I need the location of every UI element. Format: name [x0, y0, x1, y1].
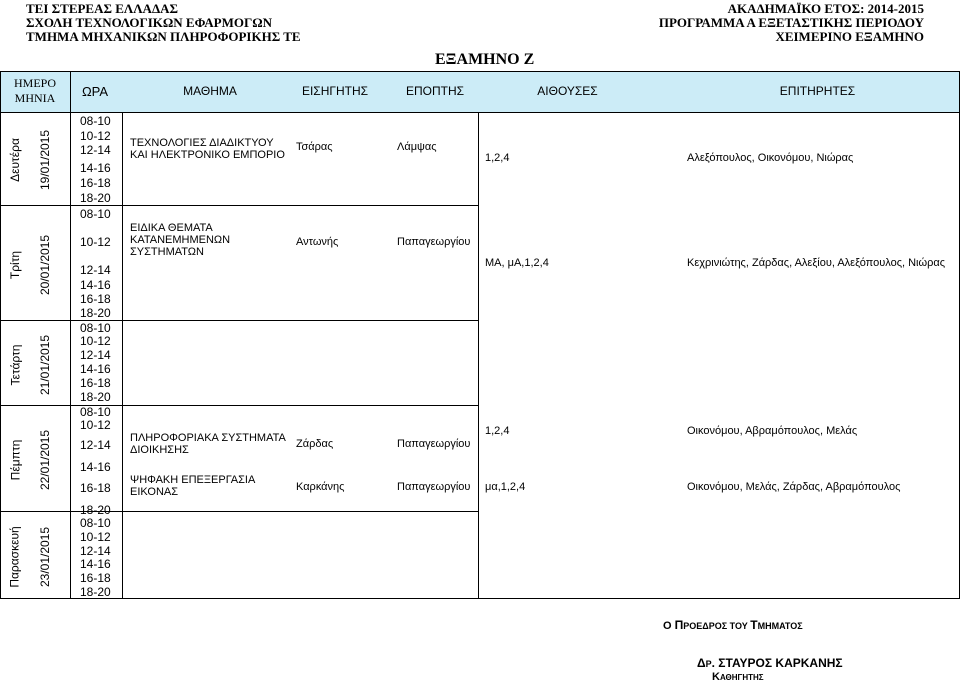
day-date-tuesday: 20/01/2015: [38, 234, 52, 296]
time-slot: 10-12: [80, 129, 111, 143]
time-slot: 14-16: [80, 161, 111, 175]
day-name-tuesday: Τρίτη: [8, 250, 22, 280]
time-slot: 14-16: [80, 460, 111, 474]
time-slot: 18-20: [80, 306, 111, 320]
day-date-monday: 19/01/2015: [38, 129, 52, 191]
day-separator: [0, 511, 478, 512]
col-header-invigilators: ΕΠΙΤΗΡΗΤΕΣ: [779, 84, 856, 98]
signatory-role: ΚΑΘΗΓΗΤΗΣ: [712, 671, 764, 683]
time-slot: 16-18: [80, 176, 111, 190]
col-header-instructor: ΕΙΣΗΓΗΤΗΣ: [301, 84, 369, 98]
rooms-value: ΜΑ, μΑ,1,2,4: [485, 257, 549, 269]
time-slot: 14-16: [80, 557, 111, 571]
invigilators-value: Κεχρινιώτης, Ζάρδας, Αλεξίου, Αλεξόπουλος, Νιώρας: [687, 257, 946, 269]
table-left-border: [0, 71, 1, 599]
col-header-date: [0, 76, 70, 106]
day-name-friday: Παρασκευή: [8, 526, 23, 588]
signatory-name: ΔΡ. ΣΤΑΥΡΟΣ ΚΑΡΚΑΝΗΣ: [697, 656, 843, 670]
day-separator: [0, 320, 478, 321]
instructor-name: Αντωνής: [296, 236, 339, 248]
time-slot: 10-12: [80, 235, 111, 249]
course-name: ΤΕΧΝΟΛΟΓΙΕΣ ΔΙΑΔΙΚΤΥΟΥ ΚΑΙ ΗΛΕΚΤΡΟΝΙΚΟ ΕΜΠΟΡΙΟ: [130, 137, 285, 161]
col-header-date-line2: ΜΗΝΙΑ: [14, 91, 56, 105]
time-slot: 08-10: [80, 114, 111, 128]
time-slot: 08-10: [80, 405, 111, 419]
instructor-name: Τσάρας: [296, 141, 333, 153]
col-header-course: ΜΑΘΗΜΑ: [183, 84, 237, 98]
time-slot: 18-20: [80, 503, 111, 517]
time-slot: 14-16: [80, 278, 111, 292]
hour-column-divider: [122, 112, 123, 598]
supervisor-name: Λάμψας: [397, 141, 437, 153]
col-header-date-line1: ΗΜΕΡΟ: [13, 76, 56, 90]
winter-semester-line: ΧΕΙΜΕΡΙΝΟ ΕΞΑΜΗΝΟ: [775, 29, 924, 44]
course-name: ΕΙΔΙΚΑ ΘΕΜΑΤΑ ΚΑΤΑΝΕΜΗΜΕΝΩΝ ΣΥΣΤΗΜΑΤΩΝ: [130, 222, 231, 258]
time-slot: 08-10: [80, 207, 111, 221]
time-slot: 12-14: [80, 143, 111, 157]
time-slot: 18-20: [80, 390, 111, 404]
day-separator: [0, 405, 478, 406]
course-name: ΨΗΦΑΚΗ ΕΠΕΞΕΡΓΑΣΙΑ ΕΙΚΟΝΑΣ: [130, 474, 256, 498]
department-line: ΤΜΗΜΑ ΜΗΧΑΝΙΚΩΝ ΠΛΗΡΟΦΟΡΙΚΗΣ ΤΕ: [26, 29, 301, 44]
time-slot: 16-18: [80, 376, 111, 390]
exam-period-line: ΠΡΟΓΡΑΜΜΑ Α ΕΞΕΤΑΣΤΙΚΗΣ ΠΕΡΙΟΔΟΥ: [658, 15, 924, 30]
col-header-rooms: ΑΙΘΟΥΣΕΣ: [537, 84, 598, 98]
supervisor-name: Παπαγεωργίου: [397, 438, 471, 450]
day-date-friday: 23/01/2015: [38, 526, 52, 588]
institution-line: ΤΕΙ ΣΤΕΡΕΑΣ ΕΛΛΑΔΑΣ: [26, 1, 178, 16]
day-name-thursday: Πέμπτη: [8, 439, 22, 481]
time-slot: 12-14: [80, 263, 111, 277]
invigilators-value: Οικονόμου, Μελάς, Ζάρδας, Αβραμόπουλος: [687, 481, 901, 493]
time-slot: 16-18: [80, 292, 111, 306]
day-date-thursday: 22/01/2015: [38, 429, 52, 491]
time-slot: 10-12: [80, 530, 111, 544]
day-separator: [0, 205, 478, 206]
academic-year-line: ΑΚΑΔΗΜΑΪΚΟ ΕΤΟΣ: 2014-2015: [727, 1, 924, 16]
time-slot: 16-18: [80, 571, 111, 585]
time-slot: 12-14: [80, 438, 111, 452]
day-name-wednesday: Τετάρτη: [8, 344, 23, 386]
supervisor-name: Παπαγεωργίου: [397, 236, 471, 248]
date-column-divider: [70, 71, 71, 599]
col-header-hour: ΩΡΑ: [81, 84, 109, 99]
time-slot: 12-14: [80, 348, 111, 362]
time-slot: 12-14: [80, 544, 111, 558]
instructor-name: Καρκάνης: [296, 481, 345, 493]
supervisor-name: Παπαγεωργίου: [397, 481, 471, 493]
instructor-name: Ζάρδας: [296, 438, 334, 450]
day-name-monday: Δευτέρα: [8, 138, 22, 182]
time-slot: 18-20: [80, 585, 111, 599]
rooms-value: 1,2,4: [485, 152, 510, 164]
time-slot: 08-10: [80, 321, 111, 335]
time-slot: 16-18: [80, 481, 111, 495]
time-slot: 10-12: [80, 418, 111, 432]
time-slot: 10-12: [80, 334, 111, 348]
col-header-supervisor: ΕΠΟΠΤΗΣ: [405, 84, 465, 98]
time-slot: 14-16: [80, 362, 111, 376]
time-slot: 18-20: [80, 191, 111, 205]
rooms-column-divider: [478, 112, 479, 598]
rooms-value: 1,2,4: [485, 425, 510, 437]
table-top-border: [0, 71, 960, 72]
institution-header: [26, 2, 301, 44]
school-line: ΣΧΟΛΗ ΤΕΧΝΟΛΟΓΙΚΩΝ ΕΦΑΡΜΟΓΩΝ: [26, 15, 273, 30]
time-slot: 08-10: [80, 516, 111, 530]
table-bottom-border: [0, 598, 960, 599]
day-date-wednesday: 21/01/2015: [38, 334, 52, 396]
period-header: [659, 2, 924, 44]
invigilators-value: Οικονόμου, Αβραμόπουλος, Μελάς: [687, 425, 858, 437]
course-name: ΠΛΗΡΟΦΟΡΙΑΚΑ ΣΥΣΤΗΜΑΤΑ ΔΙΟΙΚΗΣΗΣ: [130, 432, 286, 456]
semester-title: ΕΞΑΜΗΝΟ Ζ: [435, 51, 535, 68]
rooms-value: μα,1,2,4: [485, 481, 526, 493]
invigilators-value: Αλεξόπουλος, Οικονόμου, Νιώρας: [687, 152, 854, 164]
department-head-title: Ο ΠΡΟΕΔΡΟΣ ΤΟΥ ΤΜΗΜΑΤΟΣ: [663, 618, 803, 632]
header-bottom-border: [0, 112, 960, 113]
